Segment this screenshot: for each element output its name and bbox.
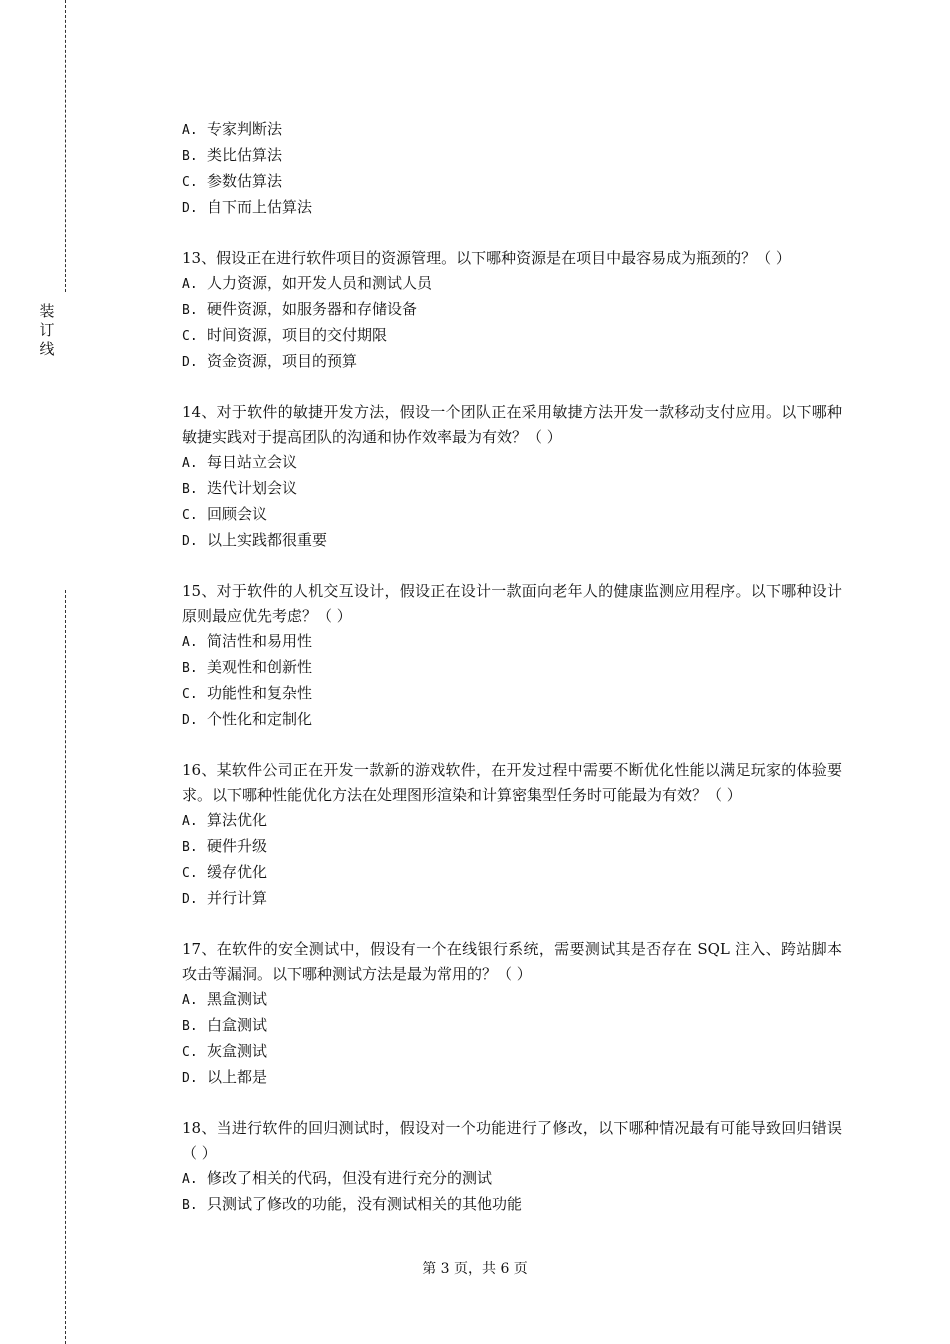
option-text: 灰盒测试 bbox=[207, 1042, 268, 1060]
option bbox=[182, 476, 842, 502]
binding-char: 装 bbox=[39, 302, 55, 320]
option-text: 人力资源，如开发人员和测试人员 bbox=[207, 274, 433, 292]
question-17 bbox=[182, 937, 842, 1091]
option-text: 硬件升级 bbox=[207, 837, 268, 855]
question-text: 15、对于软件的人机交互设计，假设正在设计一款面向老年人的健康监测应用程序。以下哪种设计原则最应优先考虑？（ ） bbox=[182, 582, 842, 625]
option-letter: C. bbox=[182, 1045, 198, 1060]
option bbox=[182, 323, 842, 349]
option-letter: B. bbox=[182, 1019, 198, 1034]
option bbox=[182, 528, 842, 554]
option-text: 个性化和定制化 bbox=[207, 710, 313, 728]
option-text: 类比估算法 bbox=[207, 146, 283, 164]
option-letter: A. bbox=[182, 993, 198, 1008]
option-letter: B. bbox=[182, 1198, 198, 1213]
option-letter: D. bbox=[182, 355, 198, 370]
option-letter: C. bbox=[182, 175, 198, 190]
option bbox=[182, 1192, 842, 1218]
option-text: 以上都是 bbox=[207, 1068, 268, 1086]
option-letter: B. bbox=[182, 840, 198, 855]
option-text: 时间资源，项目的交付期限 bbox=[207, 326, 388, 344]
option-letter: D. bbox=[182, 1071, 198, 1086]
option-letter: C. bbox=[182, 329, 198, 344]
option bbox=[182, 450, 842, 476]
question-13 bbox=[182, 246, 842, 375]
option-letter: D. bbox=[182, 892, 198, 907]
option-text: 每日站立会议 bbox=[207, 453, 298, 471]
question-text: 16、某软件公司正在开发一款新的游戏软件，在开发过程中需要不断优化性能以满足玩家的体验要求。以下哪种性能优化方法在处理图形渲染和计算密集型任务时可能最为有效？（ ） bbox=[182, 761, 842, 804]
question-18 bbox=[182, 1116, 842, 1218]
option-text: 硬件资源，如服务器和存储设备 bbox=[207, 300, 418, 318]
option-text: 缓存优化 bbox=[207, 863, 268, 881]
option-text: 资金资源，项目的预算 bbox=[207, 352, 358, 370]
option-letter: C. bbox=[182, 687, 198, 702]
option bbox=[182, 271, 842, 297]
option-letter: B. bbox=[182, 303, 198, 318]
option bbox=[182, 297, 842, 323]
binding-char: 订 bbox=[39, 321, 55, 339]
option bbox=[182, 502, 842, 528]
option-letter: C. bbox=[182, 508, 198, 523]
option-letter: A. bbox=[182, 277, 198, 292]
option-text: 算法优化 bbox=[207, 811, 268, 829]
option bbox=[182, 655, 842, 681]
option-letter: B. bbox=[182, 482, 198, 497]
option-letter: A. bbox=[182, 1172, 198, 1187]
option-text: 只测试了修改的功能，没有测试相关的其他功能 bbox=[207, 1195, 523, 1213]
option-text: 参数估算法 bbox=[207, 172, 283, 190]
question-text: 13、假设正在进行软件项目的资源管理。以下哪种资源是在项目中最容易成为瓶颈的？（ ） bbox=[182, 249, 791, 267]
option-text: 专家判断法 bbox=[207, 120, 283, 138]
option bbox=[182, 808, 842, 834]
option bbox=[182, 349, 842, 375]
option bbox=[182, 1039, 842, 1065]
option bbox=[182, 1166, 842, 1192]
exam-content bbox=[182, 117, 842, 1218]
option-letter: D. bbox=[182, 713, 198, 728]
previous-question-options bbox=[182, 117, 842, 221]
option-letter: D. bbox=[182, 201, 198, 216]
option-text: 并行计算 bbox=[207, 889, 268, 907]
option-text: 回顾会议 bbox=[207, 505, 268, 523]
option bbox=[182, 1013, 842, 1039]
option-text: 黑盒测试 bbox=[207, 990, 268, 1008]
page-footer: 第 3 页，共 6 页 bbox=[422, 1261, 528, 1277]
question-text: 18、当进行软件的回归测试时，假设对一个功能进行了修改，以下哪种情况最有可能导致回归错误（ ） bbox=[182, 1119, 842, 1162]
option-text: 美观性和创新性 bbox=[207, 658, 313, 676]
option bbox=[182, 834, 842, 860]
binding-label bbox=[37, 302, 57, 359]
option bbox=[182, 117, 842, 143]
question-text: 14、对于软件的敏捷开发方法，假设一个团队正在采用敏捷方法开发一款移动支付应用。以下哪种敏捷实践对于提高团队的沟通和协作效率最为有效？（ ） bbox=[182, 403, 842, 446]
option bbox=[182, 143, 842, 169]
option-letter: C. bbox=[182, 866, 198, 881]
binding-line-bottom bbox=[65, 590, 66, 1344]
binding-line-top bbox=[65, 0, 66, 292]
option-text: 白盒测试 bbox=[207, 1016, 268, 1034]
question-14 bbox=[182, 400, 842, 554]
option-text: 功能性和复杂性 bbox=[207, 684, 313, 702]
option-text: 自下而上估算法 bbox=[207, 198, 313, 216]
option-letter: A. bbox=[182, 123, 198, 138]
option-text: 迭代计划会议 bbox=[207, 479, 298, 497]
option-text: 修改了相关的代码，但没有进行充分的测试 bbox=[207, 1169, 493, 1187]
option-text: 简洁性和易用性 bbox=[207, 632, 313, 650]
option-letter: A. bbox=[182, 814, 198, 829]
question-text: 17、在软件的安全测试中，假设有一个在线银行系统，需要测试其是否存在 SQL 注入、跨站脚本攻击等漏洞。以下哪种测试方法是最为常用的？（ ） bbox=[182, 940, 842, 983]
option bbox=[182, 707, 842, 733]
option bbox=[182, 169, 842, 195]
option bbox=[182, 860, 842, 886]
option-letter: D. bbox=[182, 534, 198, 549]
option-letter: B. bbox=[182, 149, 198, 164]
option bbox=[182, 886, 842, 912]
option bbox=[182, 1065, 842, 1091]
option bbox=[182, 987, 842, 1013]
option-letter: A. bbox=[182, 456, 198, 471]
option bbox=[182, 629, 842, 655]
question-15 bbox=[182, 579, 842, 733]
question-16 bbox=[182, 758, 842, 912]
option bbox=[182, 195, 842, 221]
option bbox=[182, 681, 842, 707]
option-letter: B. bbox=[182, 661, 198, 676]
option-text: 以上实践都很重要 bbox=[207, 531, 328, 549]
option-letter: A. bbox=[182, 635, 198, 650]
binding-char: 线 bbox=[39, 340, 55, 358]
